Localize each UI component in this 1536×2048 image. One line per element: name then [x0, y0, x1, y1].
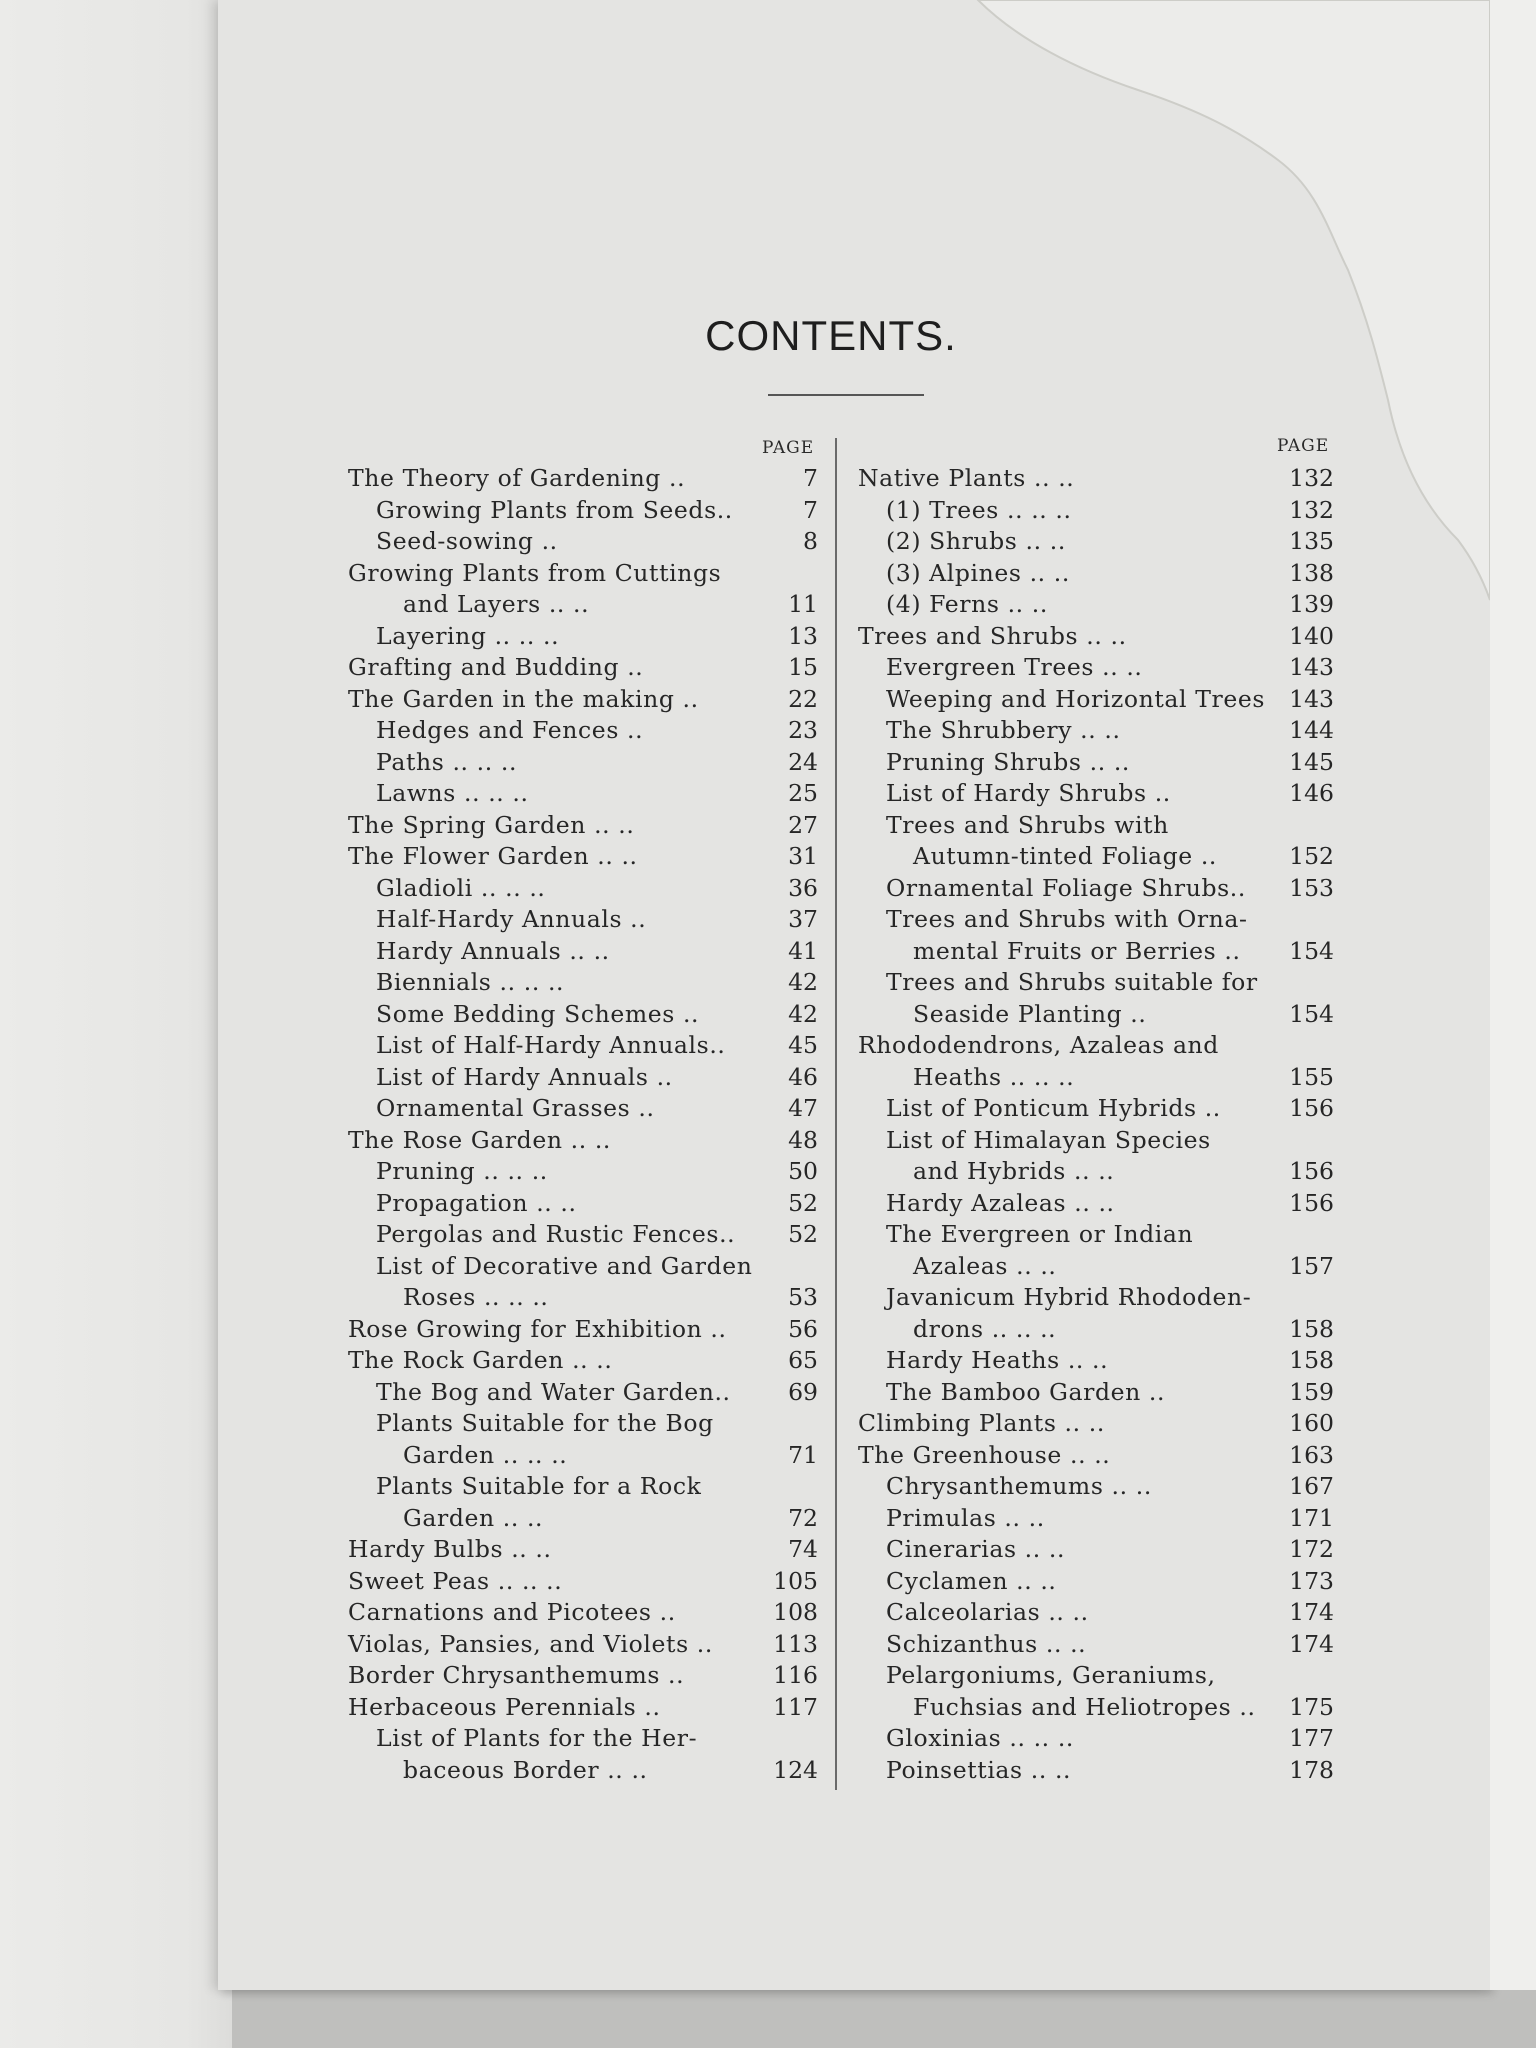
- entry-page-number: 69: [788, 1377, 818, 1406]
- contents-entry: [348, 1282, 818, 1314]
- contents-entry: [858, 1219, 1334, 1251]
- entry-page-number: 8: [803, 527, 818, 555]
- contents-entry: [858, 1597, 1334, 1629]
- contents-entry: [348, 1188, 818, 1220]
- entry-page-number: 42: [788, 968, 818, 996]
- entry-page-number: 156: [1289, 1188, 1334, 1217]
- contents-entry: [348, 1062, 818, 1094]
- entry-title: Pruning .. .. ..: [376, 1157, 548, 1185]
- entry-page-number: 177: [1289, 1724, 1334, 1752]
- contents-entry: [348, 778, 818, 810]
- entry-page-number: 45: [788, 1031, 818, 1059]
- contents-entry: [858, 463, 1334, 495]
- entry-title: Ornamental Foliage Shrubs..: [886, 873, 1246, 902]
- entry-title: List of Plants for the Her-: [376, 1724, 698, 1752]
- contents-entry: [858, 936, 1334, 968]
- entry-title: Chrysanthemums .. ..: [886, 1472, 1152, 1500]
- contents-entry: [348, 589, 818, 621]
- entry-title: Grafting and Budding ..: [348, 653, 644, 681]
- entry-page-number: 158: [1289, 1314, 1334, 1343]
- entry-title: Hardy Annuals .. ..: [376, 936, 610, 965]
- entry-title: Garden .. .. ..: [403, 1440, 568, 1469]
- entry-title: Lawns .. .. ..: [376, 779, 529, 807]
- contents-entry: [858, 778, 1334, 810]
- contents-entry: [858, 1440, 1334, 1472]
- contents-entry: [348, 1440, 818, 1472]
- entry-page-number: 108: [773, 1598, 818, 1626]
- entry-title: Calceolarias .. ..: [886, 1598, 1089, 1626]
- contents-entry: [348, 463, 818, 495]
- contents-entry: [348, 967, 818, 999]
- entry-title: Half-Hardy Annuals ..: [376, 905, 647, 933]
- entry-page-number: 74: [788, 1535, 818, 1563]
- entry-page-number: 163: [1289, 1440, 1334, 1469]
- entry-title: Seaside Planting ..: [913, 999, 1147, 1028]
- entry-page-number: 46: [788, 1062, 818, 1091]
- contents-entry: [858, 1534, 1334, 1566]
- entry-page-number: 156: [1289, 1157, 1334, 1185]
- entry-title: drons .. .. ..: [913, 1314, 1057, 1343]
- entry-page-number: 143: [1289, 684, 1334, 713]
- entry-page-number: 153: [1289, 873, 1334, 902]
- contents-entry: [348, 1534, 818, 1566]
- entry-title: Native Plants .. ..: [858, 464, 1075, 492]
- contents-entry: [858, 684, 1334, 716]
- entry-page-number: 154: [1289, 999, 1334, 1028]
- entry-title: Primulas .. ..: [886, 1503, 1045, 1532]
- contents-entry: [348, 1566, 818, 1598]
- entry-page-number: 7: [803, 464, 818, 492]
- entry-page-number: 146: [1289, 779, 1334, 807]
- contents-entry: [348, 1755, 818, 1787]
- contents-entry: [348, 684, 818, 716]
- entry-title: (2) Shrubs .. ..: [886, 527, 1066, 555]
- entry-title: and Layers .. ..: [403, 590, 590, 618]
- entry-page-number: 154: [1289, 936, 1334, 965]
- entry-title: (1) Trees .. .. ..: [886, 495, 1072, 524]
- entry-title: List of Hardy Shrubs ..: [886, 779, 1171, 807]
- entry-title: The Rock Garden .. ..: [348, 1346, 613, 1374]
- entry-page-number: 53: [788, 1283, 818, 1311]
- entry-title: Pruning Shrubs .. ..: [886, 747, 1131, 776]
- contents-entry: [348, 1503, 818, 1535]
- contents-entry: [858, 1030, 1334, 1062]
- entry-title: Biennials .. .. ..: [376, 968, 565, 996]
- contents-entry: [858, 999, 1334, 1031]
- entry-page-number: 138: [1289, 558, 1334, 587]
- entry-title: Pergolas and Rustic Fences..: [376, 1220, 736, 1248]
- entry-title: Some Bedding Schemes ..: [376, 999, 700, 1028]
- entry-title: Trees and Shrubs suitable for: [886, 968, 1258, 996]
- entry-title: List of Decorative and Garden: [376, 1251, 753, 1280]
- entry-title: Ornamental Grasses ..: [376, 1094, 655, 1122]
- entry-title: Climbing Plants .. ..: [858, 1409, 1105, 1437]
- contents-entry: [348, 810, 818, 842]
- contents-entry: [348, 1314, 818, 1346]
- contents-entry: [348, 936, 818, 968]
- contents-entry: [858, 1503, 1334, 1535]
- contents-entry: [858, 1629, 1334, 1661]
- entry-page-number: 156: [1289, 1094, 1334, 1122]
- entry-title: List of Hardy Annuals ..: [376, 1062, 673, 1091]
- entry-title: The Bog and Water Garden..: [376, 1377, 731, 1406]
- entry-title: The Theory of Gardening ..: [348, 464, 686, 492]
- entry-page-number: 116: [773, 1661, 818, 1689]
- contents-entry: [858, 1377, 1334, 1409]
- entry-page-number: 171: [1289, 1503, 1334, 1532]
- entry-title: Plants Suitable for a Rock: [376, 1472, 702, 1500]
- column-divider: [835, 438, 837, 1790]
- entry-title: Hardy Azaleas .. ..: [886, 1188, 1115, 1217]
- entry-page-number: 155: [1289, 1062, 1334, 1091]
- contents-entry: [348, 904, 818, 936]
- entry-page-number: 132: [1289, 464, 1334, 492]
- entry-page-number: 72: [788, 1503, 818, 1532]
- contents-entry: [858, 810, 1334, 842]
- contents-entry: [858, 1723, 1334, 1755]
- contents-entry: [858, 904, 1334, 936]
- entry-title: Growing Plants from Cuttings: [348, 558, 722, 587]
- left-page-label: PAGE: [762, 438, 815, 458]
- entry-page-number: 42: [788, 999, 818, 1028]
- contents-entry: [348, 621, 818, 653]
- entry-title: Weeping and Horizontal Trees: [886, 684, 1265, 713]
- entry-page-number: 113: [773, 1629, 818, 1658]
- right-page-label: PAGE: [1277, 436, 1330, 456]
- entry-page-number: 143: [1289, 653, 1334, 681]
- contents-entry: [348, 495, 818, 527]
- contents-entry: [858, 1408, 1334, 1440]
- entry-title: Carnations and Picotees ..: [348, 1598, 676, 1626]
- entry-title: (4) Ferns .. ..: [886, 590, 1048, 618]
- entry-title: List of Half-Hardy Annuals..: [376, 1031, 726, 1059]
- contents-entry: [348, 1093, 818, 1125]
- entry-page-number: 31: [788, 842, 818, 870]
- contents-entry: [858, 1251, 1334, 1283]
- entry-title: Sweet Peas .. .. ..: [348, 1566, 563, 1595]
- entry-title: baceous Border .. ..: [403, 1755, 648, 1784]
- right-contents-column: [858, 463, 1334, 1786]
- contents-entry: [858, 1660, 1334, 1692]
- contents-entry: [348, 1692, 818, 1724]
- entry-page-number: 159: [1289, 1377, 1334, 1406]
- contents-entry: [348, 652, 818, 684]
- contents-entry: [858, 1314, 1334, 1346]
- entry-title: The Shrubbery .. ..: [886, 716, 1121, 744]
- contents-entry: [348, 841, 818, 873]
- entry-title: Trees and Shrubs with: [886, 810, 1169, 839]
- entry-title: Garden .. ..: [403, 1503, 544, 1532]
- contents-entry: [858, 1062, 1334, 1094]
- entry-title: Hardy Heaths .. ..: [886, 1346, 1109, 1374]
- contents-entry: [348, 1471, 818, 1503]
- entry-page-number: 65: [788, 1346, 818, 1374]
- entry-page-number: 13: [788, 621, 818, 650]
- entry-page-number: 11: [788, 590, 818, 618]
- page-edge: [1490, 0, 1536, 1990]
- contents-entry: [858, 589, 1334, 621]
- entry-title: Trees and Shrubs .. ..: [858, 621, 1127, 650]
- entry-page-number: 172: [1289, 1535, 1334, 1563]
- entry-title: Paths .. .. ..: [376, 747, 518, 776]
- entry-page-number: 52: [788, 1220, 818, 1248]
- contents-entry: [348, 1345, 818, 1377]
- entry-page-number: 37: [788, 905, 818, 933]
- entry-title: Evergreen Trees .. ..: [886, 653, 1143, 681]
- contents-entry: [858, 1156, 1334, 1188]
- entry-title: Gladioli .. .. ..: [376, 873, 546, 902]
- entry-title: Schizanthus .. ..: [886, 1629, 1087, 1658]
- entry-title: Propagation .. ..: [376, 1188, 577, 1217]
- entry-title: Cinerarias .. ..: [886, 1535, 1066, 1563]
- contents-entry: [858, 1566, 1334, 1598]
- entry-title: Plants Suitable for the Bog: [376, 1409, 714, 1437]
- contents-entry: [858, 1345, 1334, 1377]
- entry-title: The Evergreen or Indian: [886, 1220, 1194, 1248]
- contents-entry: [858, 715, 1334, 747]
- entry-page-number: 24: [788, 747, 818, 776]
- contents-entry: [858, 841, 1334, 873]
- entry-page-number: 139: [1289, 590, 1334, 618]
- entry-title: The Spring Garden .. ..: [348, 810, 635, 839]
- entry-title: The Rose Garden .. ..: [348, 1125, 611, 1154]
- entry-title: Javanicum Hybrid Rhododen-: [886, 1283, 1252, 1311]
- entry-page-number: 178: [1289, 1755, 1334, 1784]
- entry-page-number: 145: [1289, 747, 1334, 776]
- contents-entry: [348, 1219, 818, 1251]
- contents-entry: [858, 747, 1334, 779]
- entry-page-number: 175: [1289, 1692, 1334, 1721]
- entry-page-number: 144: [1289, 716, 1334, 744]
- entry-title: Rhododendrons, Azaleas and: [858, 1031, 1219, 1059]
- contents-entry: [348, 526, 818, 558]
- entry-title: Pelargoniums, Geraniums,: [886, 1661, 1216, 1689]
- contents-entry: [858, 873, 1334, 905]
- page-title: CONTENTS.: [705, 312, 957, 359]
- entry-page-number: 36: [788, 873, 818, 902]
- contents-entry: [858, 1093, 1334, 1125]
- entry-page-number: 48: [788, 1125, 818, 1154]
- entry-title: Hardy Bulbs .. ..: [348, 1535, 552, 1563]
- contents-entry: [858, 967, 1334, 999]
- contents-entry: [858, 1692, 1334, 1724]
- contents-entry: [348, 1125, 818, 1157]
- entry-title: Poinsettias .. ..: [886, 1755, 1072, 1784]
- entry-title: Gloxinias .. .. ..: [886, 1724, 1074, 1752]
- contents-entry: [858, 558, 1334, 590]
- entry-title: Heaths .. .. ..: [913, 1062, 1075, 1091]
- entry-page-number: 52: [788, 1188, 818, 1217]
- contents-entry: [348, 715, 818, 747]
- entry-page-number: 25: [788, 779, 818, 807]
- entry-page-number: 174: [1289, 1629, 1334, 1658]
- entry-page-number: 152: [1289, 842, 1334, 870]
- contents-entry: [858, 1755, 1334, 1787]
- entry-title: Azaleas .. ..: [913, 1251, 1057, 1280]
- entry-page-number: 140: [1289, 621, 1334, 650]
- entry-page-number: 135: [1289, 527, 1334, 555]
- entry-title: Autumn-tinted Foliage ..: [913, 842, 1217, 870]
- contents-entry: [348, 873, 818, 905]
- contents-entry: [858, 621, 1334, 653]
- contents-entry: [858, 1125, 1334, 1157]
- contents-entry: [858, 1282, 1334, 1314]
- contents-entry: [348, 747, 818, 779]
- contents-entry: [348, 558, 818, 590]
- entry-page-number: 132: [1289, 495, 1334, 524]
- contents-entry: [348, 1030, 818, 1062]
- entry-page-number: 157: [1289, 1251, 1334, 1280]
- entry-page-number: 23: [788, 716, 818, 744]
- contents-entry: [348, 1660, 818, 1692]
- left-contents-column: [348, 463, 818, 1786]
- entry-page-number: 174: [1289, 1598, 1334, 1626]
- contents-entry: [348, 1723, 818, 1755]
- entry-title: Herbaceous Perennials ..: [348, 1692, 661, 1721]
- entry-page-number: 7: [803, 495, 818, 524]
- contents-entry: [348, 999, 818, 1031]
- entry-title: The Greenhouse .. ..: [858, 1440, 1111, 1469]
- entry-title: List of Himalayan Species: [886, 1125, 1211, 1154]
- entry-title: Layering .. .. ..: [376, 621, 560, 650]
- contents-entry: [348, 1629, 818, 1661]
- contents-entry: [348, 1156, 818, 1188]
- contents-entry: [858, 526, 1334, 558]
- entry-title: (3) Alpines .. ..: [886, 558, 1070, 587]
- entry-title: Roses .. .. ..: [403, 1283, 549, 1311]
- contents-entry: [348, 1377, 818, 1409]
- entry-page-number: 50: [788, 1157, 818, 1185]
- entry-title: and Hybrids .. ..: [913, 1157, 1115, 1185]
- entry-page-number: 167: [1289, 1472, 1334, 1500]
- entry-page-number: 158: [1289, 1346, 1334, 1374]
- entry-page-number: 56: [788, 1314, 818, 1343]
- entry-page-number: 71: [788, 1440, 818, 1469]
- entry-page-number: 47: [788, 1094, 818, 1122]
- contents-entry: [858, 1471, 1334, 1503]
- entry-title: Seed-sowing ..: [376, 527, 558, 555]
- entry-title: Growing Plants from Seeds..: [376, 495, 733, 524]
- facing-page: [0, 0, 232, 2048]
- entry-title: Border Chrysanthemums ..: [348, 1661, 685, 1689]
- entry-page-number: 117: [773, 1692, 818, 1721]
- entry-page-number: 27: [788, 810, 818, 839]
- entry-page-number: 15: [788, 653, 818, 681]
- entry-title: Fuchsias and Heliotropes ..: [913, 1692, 1256, 1721]
- entry-title: Hedges and Fences ..: [376, 716, 644, 744]
- contents-entry: [348, 1408, 818, 1440]
- entry-page-number: 173: [1289, 1566, 1334, 1595]
- entry-title: Trees and Shrubs with Orna-: [886, 905, 1248, 933]
- entry-title: Cyclamen .. ..: [886, 1566, 1057, 1595]
- entry-title: The Flower Garden .. ..: [348, 842, 638, 870]
- entry-title: The Bamboo Garden ..: [886, 1377, 1166, 1406]
- entry-title: mental Fruits or Berries ..: [913, 936, 1241, 965]
- title-rule: [768, 394, 924, 396]
- entry-title: Violas, Pansies, and Violets ..: [348, 1629, 713, 1658]
- entry-page-number: 105: [773, 1566, 818, 1595]
- entry-title: The Garden in the making ..: [348, 684, 699, 713]
- contents-entry: [858, 652, 1334, 684]
- contents-entry: [858, 1188, 1334, 1220]
- entry-title: List of Ponticum Hybrids ..: [886, 1094, 1221, 1122]
- entry-page-number: 22: [788, 684, 818, 713]
- entry-page-number: 124: [773, 1755, 818, 1784]
- contents-entry: [348, 1251, 818, 1283]
- entry-page-number: 160: [1289, 1409, 1334, 1437]
- entry-page-number: 41: [788, 936, 818, 965]
- table-surface: [232, 1990, 1536, 2048]
- contents-entry: [858, 495, 1334, 527]
- contents-entry: [348, 1597, 818, 1629]
- entry-title: Rose Growing for Exhibition ..: [348, 1314, 727, 1343]
